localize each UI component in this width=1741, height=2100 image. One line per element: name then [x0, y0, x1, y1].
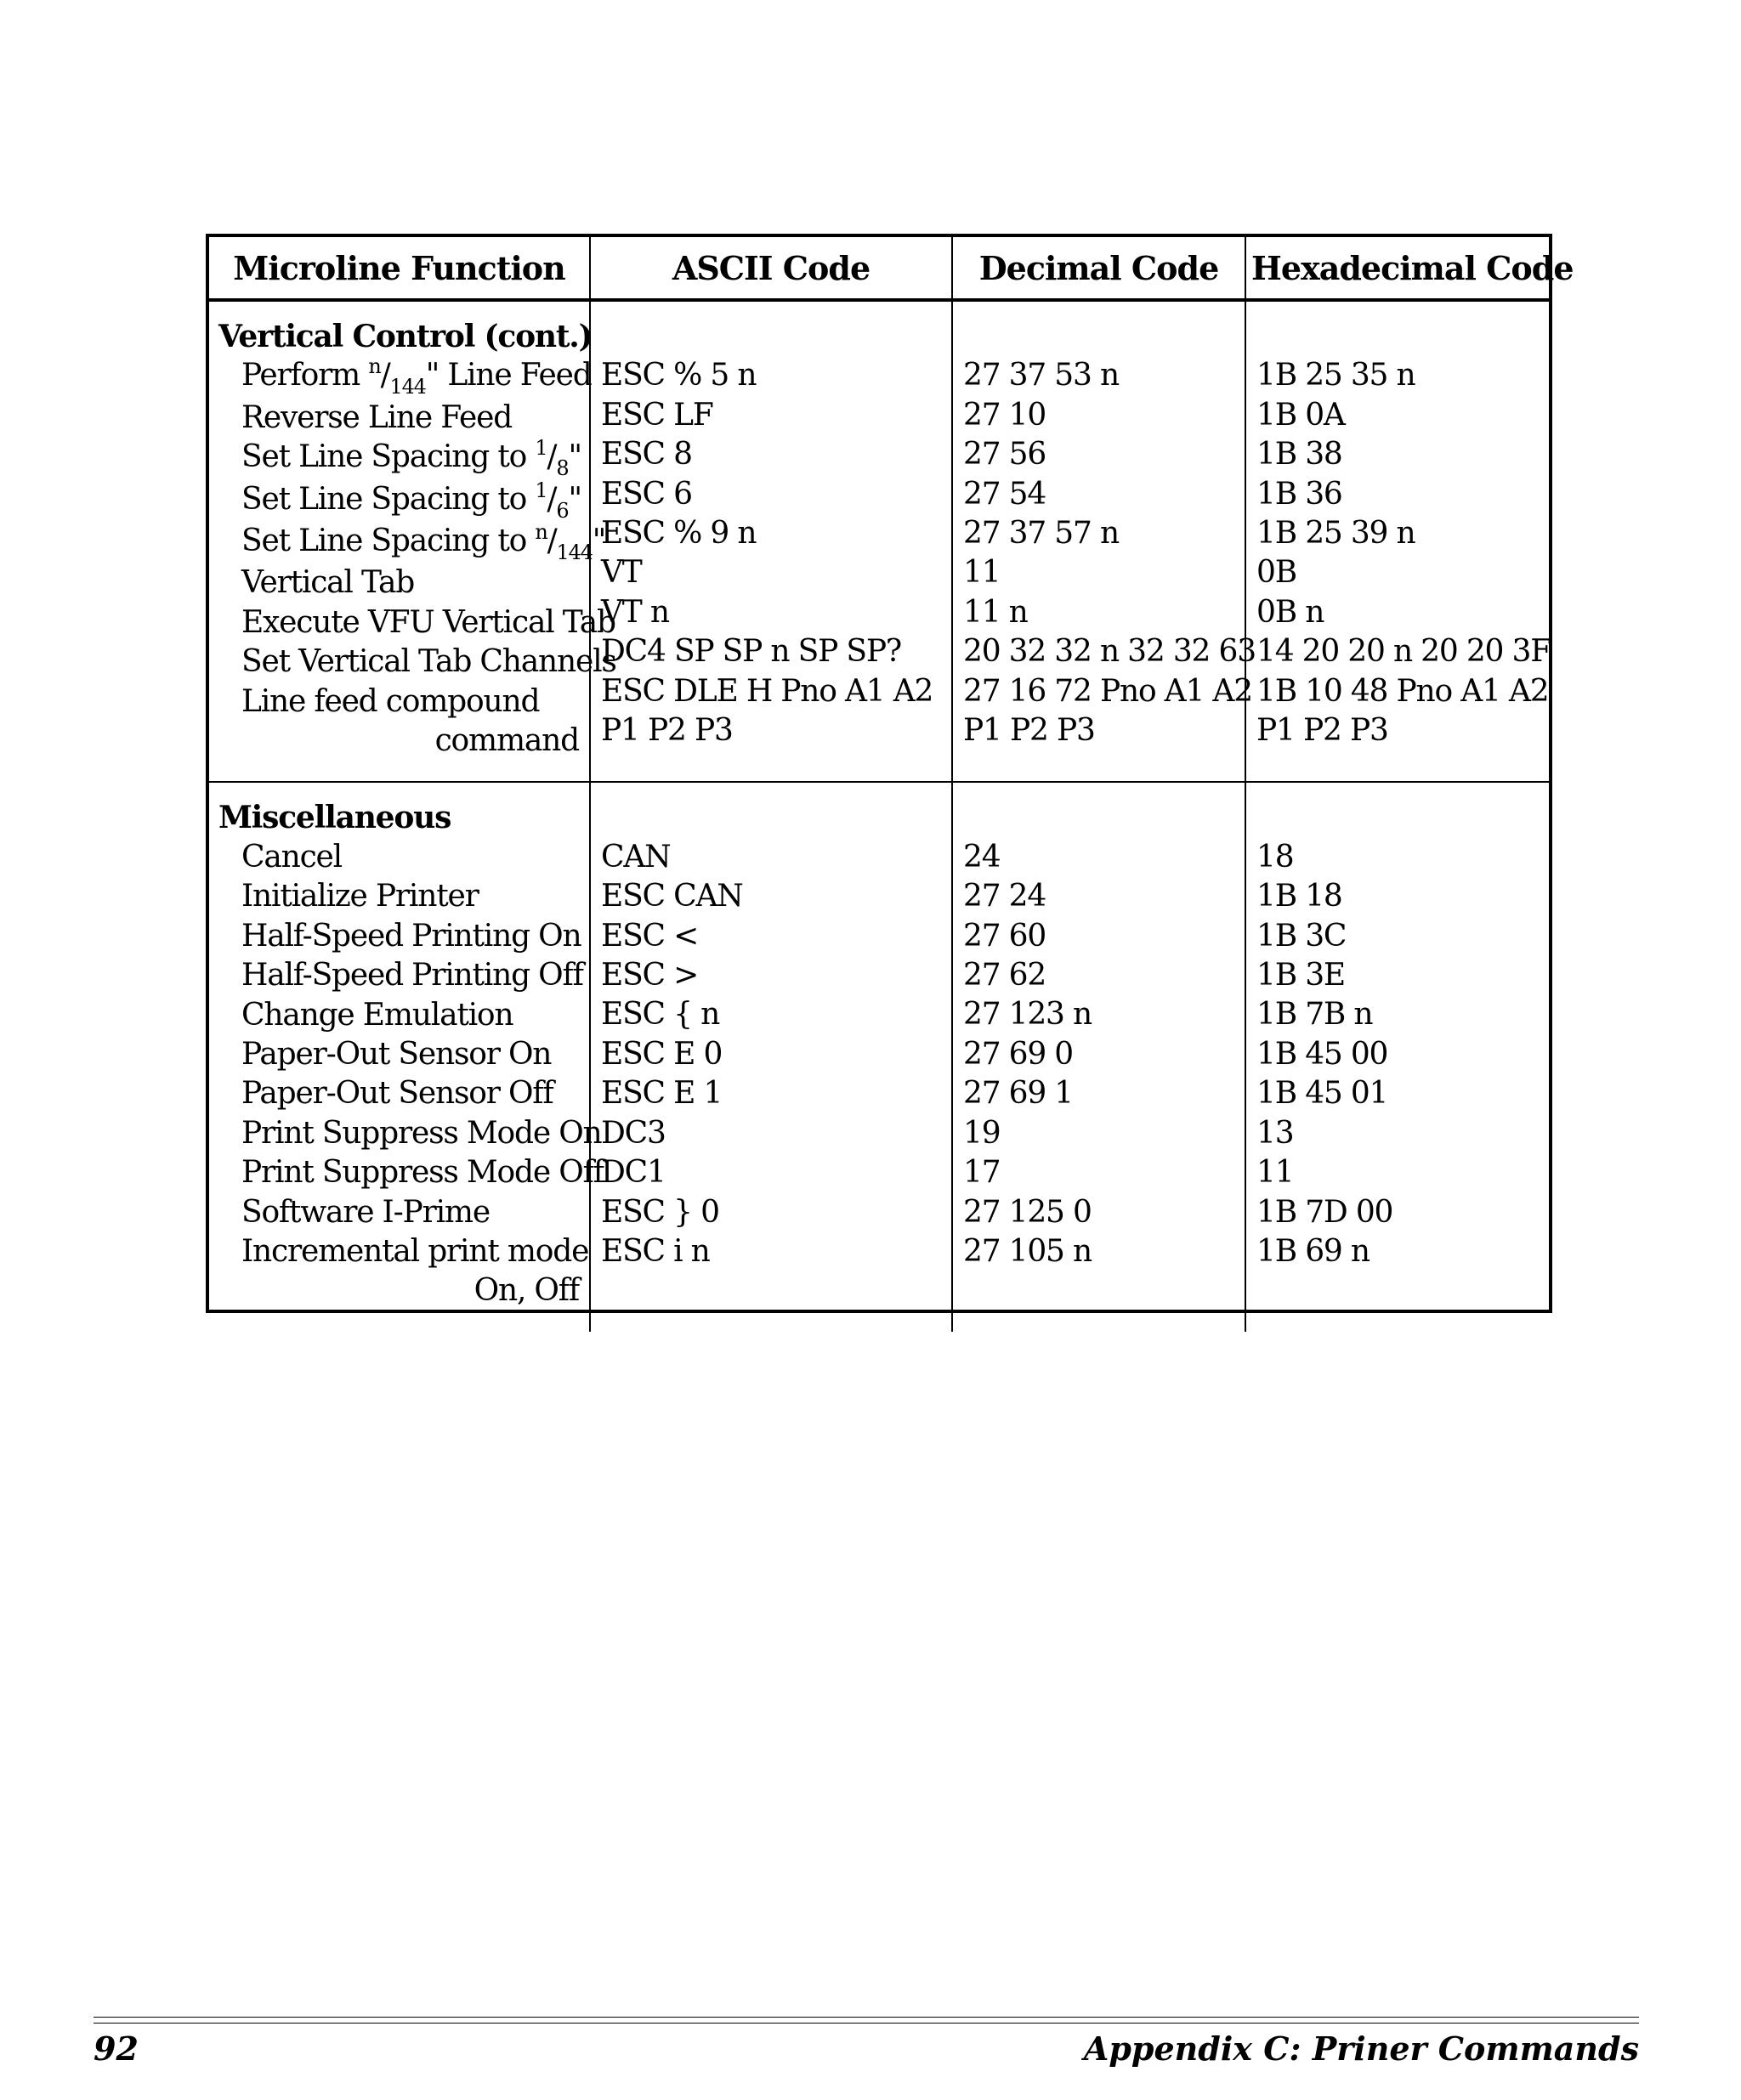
table-header-row: [209, 237, 1549, 300]
section-title-spacer: [601, 317, 951, 356]
decimal-code-value: 27 37 53 n: [963, 358, 1119, 393]
function-name: Set Vertical Tab Channels: [241, 644, 616, 680]
function-name: Vertical Tab: [241, 565, 415, 601]
ascii-code-value: DC3: [601, 1115, 666, 1151]
decimal-code-value: 17: [963, 1155, 1001, 1191]
function-name: [218, 480, 579, 522]
hex-code-value: 1B 25 39 n: [1256, 516, 1415, 552]
decimal-code-value: 27 54: [963, 476, 1046, 512]
hex-code-value: 1B 45 01: [1256, 1076, 1388, 1112]
ascii-code-value: ESC E 1: [601, 1076, 723, 1112]
decimal-code-value: 27 60: [963, 918, 1046, 954]
hex-code-value: 13: [1256, 1115, 1294, 1151]
function-name: Paper-Out Sensor Off: [241, 1076, 553, 1112]
decimal-code-value: 27 56: [963, 437, 1046, 473]
hex-code-value: 1B 3E: [1256, 958, 1345, 993]
fraction-denominator: 144: [556, 541, 593, 565]
function-name: Reverse Line Feed: [241, 399, 513, 435]
section-title-spacer: [963, 317, 1245, 356]
hex-code-value: 14 20 20 n 20 20 3F: [1256, 634, 1551, 670]
ascii-code-value: ESC % 5 n: [601, 358, 757, 393]
function-name: Print Suppress Mode On: [241, 1115, 602, 1151]
decimal-code-value: 27 37 57 n: [963, 516, 1119, 552]
fraction-denominator: 8: [556, 456, 569, 481]
function-name-suffix: " Line Feed: [425, 358, 592, 393]
decimal-code-value: 27 24: [963, 879, 1046, 914]
ascii-code-value: ESC <: [601, 918, 699, 954]
decimal-code-value: 27 69 1: [963, 1076, 1074, 1112]
hex-code-value: 1B 7D 00: [1256, 1194, 1393, 1230]
header-microline-function: Microline Function: [209, 237, 590, 300]
fraction-slash: /: [547, 439, 557, 475]
decimal-code-value: 27 16 72 Pno A1 A2: [963, 673, 1252, 709]
section-miscellaneous: [209, 782, 1549, 1331]
function-name: Cancel: [241, 839, 342, 875]
function-name: Execute VFU Vertical Tab: [241, 604, 615, 640]
fraction-denominator: 144: [389, 375, 426, 399]
section-title: Vertical Control (cont.): [218, 319, 593, 354]
fraction-slash: /: [547, 524, 557, 559]
printer-command-table: [209, 237, 1574, 1332]
hex-column: [1245, 782, 1549, 1331]
hex-code-value: 1B 0A: [1256, 397, 1345, 433]
header-hexadecimal-code: Hexadecimal Code: [1245, 237, 1549, 300]
function-name: Initialize Printer: [241, 879, 479, 914]
page-number: 92: [94, 2029, 139, 2068]
decimal-code-value: [963, 1271, 1245, 1310]
decimal-code-value: 27 62: [963, 958, 1046, 993]
section-title-spacer: [1256, 798, 1549, 837]
ascii-code-value: ESC % 9 n: [601, 516, 757, 552]
hex-code-value: 1B 25 35 n: [1256, 358, 1415, 393]
decimal-column: [952, 782, 1245, 1331]
fraction-numerator: 1: [535, 436, 547, 461]
section-title: Miscellaneous: [218, 800, 451, 836]
function-name: Change Emulation: [241, 997, 513, 1033]
function-column: [209, 782, 604, 1331]
fraction-numerator: 1: [535, 478, 547, 502]
decimal-code-value: 20 32 32 n 32 32 63: [963, 634, 1256, 670]
function-name: Half-Speed Printing Off: [241, 958, 583, 993]
footer-rule-bottom: [94, 2023, 1639, 2024]
ascii-code-value: VT: [601, 555, 642, 591]
ascii-code-value: ESC DLE H Pno A1 A2: [601, 673, 933, 709]
hex-code-value: 0B: [1256, 555, 1296, 591]
decimal-code-value: 11 n: [963, 594, 1028, 630]
ascii-code-value: DC4 SP SP n SP SP?: [601, 634, 901, 670]
function-name-text: Set Line Spacing to: [241, 439, 536, 475]
ascii-code-value: ESC LF: [601, 397, 713, 433]
section-title-spacer: [601, 798, 951, 837]
function-name: [218, 354, 592, 399]
function-name: [218, 520, 606, 565]
decimal-code-value: 27 125 0: [963, 1194, 1092, 1230]
function-name-text: Set Line Spacing to: [241, 481, 536, 517]
section-title-spacer: [963, 798, 1245, 837]
ascii-code-value: ESC } 0: [601, 1194, 719, 1230]
function-name-suffix: ": [592, 524, 606, 559]
hex-code-value: 0B n: [1256, 594, 1324, 630]
ascii-code-value: CAN: [601, 839, 671, 875]
hex-code-value: 11: [1256, 1155, 1294, 1191]
fraction-slash: /: [380, 358, 390, 393]
decimal-column: [952, 300, 1256, 782]
hex-code-value: 1B 69 n: [1256, 1233, 1370, 1269]
function-name: Software I-Prime: [241, 1194, 490, 1230]
decimal-code-value: 19: [963, 1115, 1001, 1151]
hex-code-value: 1B 7B n: [1256, 997, 1373, 1033]
ascii-column: [590, 300, 952, 782]
ascii-code-value: ESC E 0: [601, 1036, 723, 1072]
hex-code-value: 18: [1256, 839, 1294, 875]
hex-code-value: 1B 38: [1256, 437, 1342, 473]
function-name: Line feed compound: [241, 683, 540, 719]
hex-code-value: P1 P2 P3: [1256, 713, 1388, 749]
command-table-frame: [206, 234, 1574, 1313]
section-title-spacer: [1256, 317, 1549, 356]
fraction-slash: /: [547, 481, 557, 517]
running-title: Appendix C: Priner Commands: [1083, 2029, 1639, 2068]
function-name-suffix: ": [568, 439, 581, 475]
decimal-code-value: 24: [963, 839, 1001, 875]
ascii-code-value: ESC 6: [601, 476, 692, 512]
hex-code-value: 1B 3C: [1256, 918, 1347, 954]
ascii-code-value: ESC >: [601, 958, 699, 993]
function-name: Incremental print mode: [241, 1233, 589, 1269]
decimal-code-value: 27 105 n: [963, 1233, 1092, 1269]
hex-column: [1245, 300, 1549, 782]
function-name: command: [434, 723, 579, 759]
ascii-code-value: DC1: [601, 1155, 666, 1191]
section-vertical-control: [209, 300, 1549, 782]
hex-code-value: 1B 36: [1256, 476, 1342, 512]
decimal-code-value: P1 P2 P3: [963, 713, 1095, 749]
header-decimal-code: Decimal Code: [952, 237, 1245, 300]
function-name: Paper-Out Sensor On: [241, 1036, 552, 1072]
hex-code-value: [1256, 1271, 1549, 1310]
ascii-code-value: ESC { n: [601, 997, 720, 1033]
decimal-code-value: 11: [963, 555, 1001, 591]
fraction-numerator: n: [368, 354, 381, 379]
function-column: [209, 300, 616, 782]
hex-code-value: 1B 18: [1256, 879, 1342, 914]
function-name-text: Set Line Spacing to: [241, 524, 536, 559]
decimal-code-value: 27 10: [963, 397, 1046, 433]
header-ascii-code: ASCII Code: [590, 237, 952, 300]
function-name: On, Off: [474, 1273, 579, 1309]
ascii-code-value: [601, 1271, 951, 1310]
ascii-code-value: ESC 8: [601, 437, 692, 473]
ascii-code-value: VT n: [601, 594, 669, 630]
fraction-numerator: n: [535, 520, 547, 545]
ascii-code-value: ESC CAN: [601, 879, 743, 914]
hex-code-value: 1B 10 48 Pno A1 A2: [1256, 673, 1549, 709]
function-name: Half-Speed Printing On: [241, 918, 581, 954]
decimal-code-value: 27 123 n: [963, 997, 1092, 1033]
function-name-text: Perform: [241, 358, 369, 393]
hex-code-value: 1B 45 00: [1256, 1036, 1388, 1072]
ascii-code-value: P1 P2 P3: [601, 713, 733, 749]
decimal-code-value: 27 69 0: [963, 1036, 1074, 1072]
ascii-column: [590, 782, 952, 1331]
function-name-suffix: ": [568, 481, 581, 517]
footer-rule-top: [94, 2017, 1639, 2018]
function-name: [218, 438, 579, 479]
ascii-code-value: ESC i n: [601, 1233, 710, 1269]
function-name: Print Suppress Mode Off: [241, 1155, 604, 1191]
fraction-denominator: 6: [556, 498, 569, 523]
